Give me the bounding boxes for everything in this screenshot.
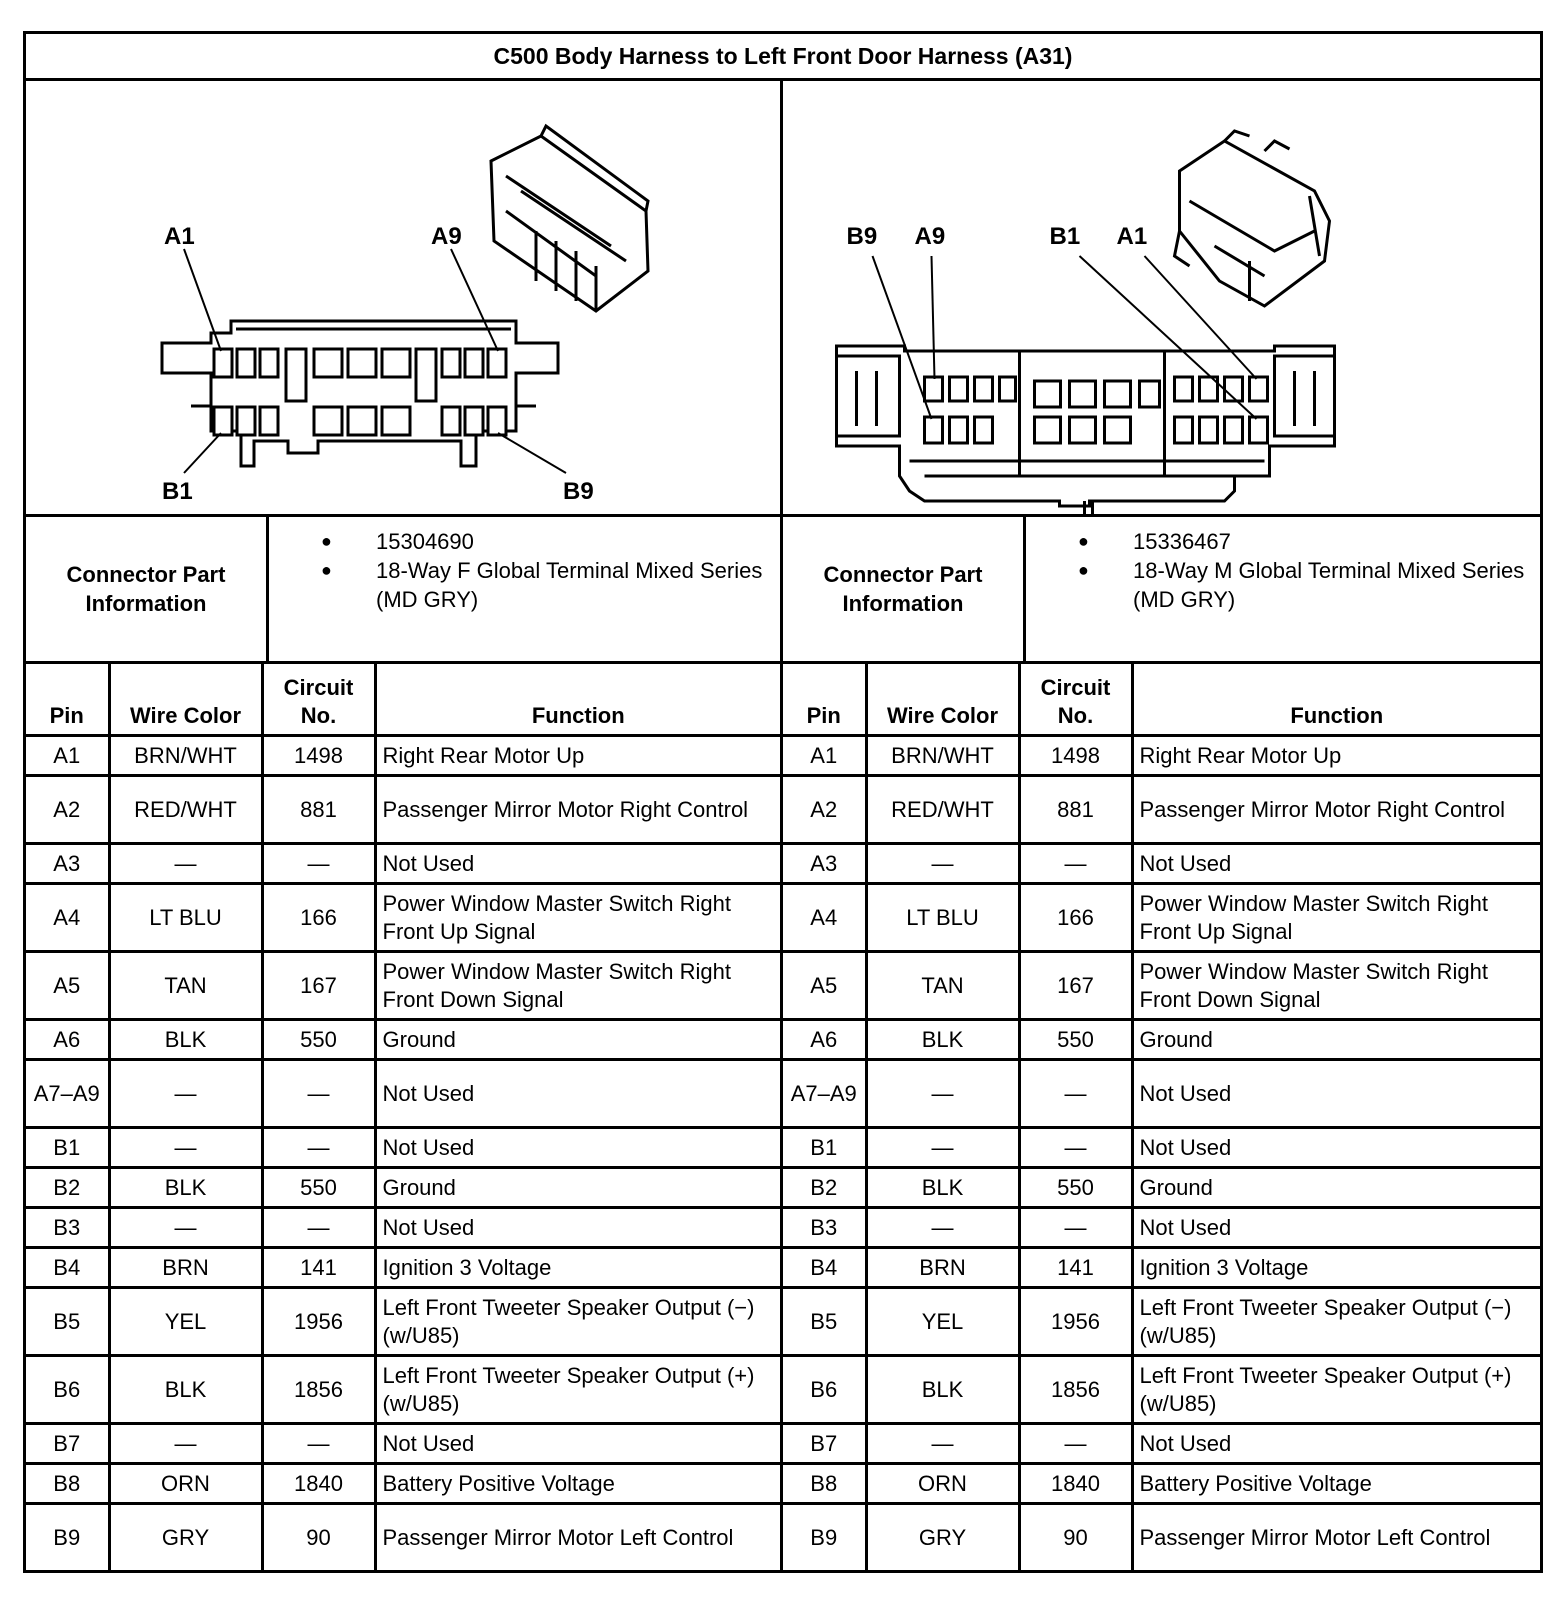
- function-cell: Left Front Tweeter Speaker Output (−) (w/U85): [1132, 1288, 1540, 1356]
- function-cell: Ignition 3 Voltage: [375, 1248, 782, 1288]
- right-pin-label-a9: A9: [914, 223, 946, 250]
- circuit-cell: —: [1019, 844, 1132, 884]
- pin-cell: B8: [26, 1464, 109, 1504]
- bullet-icon: ●: [1078, 560, 1089, 580]
- table-row: [783, 1020, 1540, 1060]
- left-pin-label-b9: B9: [563, 478, 594, 505]
- circuit-cell: 550: [1019, 1168, 1132, 1208]
- function-cell: Ground: [1132, 1168, 1540, 1208]
- column-header-wire-color: Wire Color: [866, 664, 1019, 736]
- circuit-cell: 550: [262, 1020, 375, 1060]
- pin-cell: B6: [783, 1356, 866, 1424]
- right-connector-diagram: [783, 81, 1540, 514]
- column-header-circuit: Circuit No.: [262, 664, 375, 736]
- function-cell: Not Used: [375, 1208, 782, 1248]
- column-header-wire-color: Wire Color: [109, 664, 262, 736]
- bullet-icon: ●: [1078, 531, 1089, 551]
- pin-cell: A2: [783, 776, 866, 844]
- circuit-cell: 1498: [262, 736, 375, 776]
- circuit-cell: 167: [1019, 952, 1132, 1020]
- circuit-cell: 1956: [262, 1288, 375, 1356]
- circuit-cell: 881: [262, 776, 375, 844]
- pin-cell: A5: [783, 952, 866, 1020]
- wire-color-cell: —: [866, 1060, 1019, 1128]
- pin-cell: A1: [26, 736, 109, 776]
- right-pin-label-a1: A1: [1116, 223, 1148, 250]
- table-row: [783, 1248, 1540, 1288]
- function-cell: Ground: [1132, 1020, 1540, 1060]
- table-row: [26, 1060, 782, 1128]
- left-pin-label-b1: B1: [162, 478, 193, 505]
- circuit-cell: 141: [1019, 1248, 1132, 1288]
- pin-cell: B7: [26, 1424, 109, 1464]
- table-row: [26, 1128, 782, 1168]
- table-row: [26, 1504, 782, 1571]
- table-row: [26, 776, 782, 844]
- left-connector-diagram: [26, 81, 783, 514]
- circuit-cell: 550: [262, 1168, 375, 1208]
- function-cell: Not Used: [1132, 1128, 1540, 1168]
- left-connector-drawing: [26, 81, 780, 514]
- circuit-cell: —: [262, 844, 375, 884]
- function-cell: Not Used: [1132, 1060, 1540, 1128]
- table-row: [783, 844, 1540, 884]
- wire-color-cell: LT BLU: [109, 884, 262, 952]
- function-cell: Power Window Master Switch Right Front Down Signal: [1132, 952, 1540, 1020]
- left-info-list: [269, 517, 780, 661]
- function-cell: Power Window Master Switch Right Front Down Signal: [375, 952, 782, 1020]
- pin-cell: B5: [783, 1288, 866, 1356]
- wire-color-cell: ORN: [109, 1464, 262, 1504]
- circuit-cell: 1856: [1019, 1356, 1132, 1424]
- table-row: [783, 1288, 1540, 1356]
- function-cell: Ignition 3 Voltage: [1132, 1248, 1540, 1288]
- right-part-number: 15336467: [1133, 529, 1231, 554]
- function-cell: Ground: [375, 1168, 782, 1208]
- wire-color-cell: BLK: [866, 1168, 1019, 1208]
- table-row: [26, 1464, 782, 1504]
- wire-color-cell: LT BLU: [866, 884, 1019, 952]
- wire-color-cell: RED/WHT: [866, 776, 1019, 844]
- wire-color-cell: —: [109, 844, 262, 884]
- pin-cell: A3: [783, 844, 866, 884]
- circuit-cell: 166: [1019, 884, 1132, 952]
- pin-cell: B9: [783, 1504, 866, 1571]
- wire-color-cell: BLK: [866, 1020, 1019, 1060]
- table-row: [26, 884, 782, 952]
- pin-cell: A2: [26, 776, 109, 844]
- wire-color-cell: YEL: [866, 1288, 1019, 1356]
- pin-cell: A4: [26, 884, 109, 952]
- function-cell: Right Rear Motor Up: [1132, 736, 1540, 776]
- circuit-cell: 881: [1019, 776, 1132, 844]
- pin-cell: B3: [783, 1208, 866, 1248]
- circuit-cell: 90: [262, 1504, 375, 1571]
- function-cell: Not Used: [1132, 1424, 1540, 1464]
- table-row: [26, 1248, 782, 1288]
- pin-cell: A7–A9: [26, 1060, 109, 1128]
- pin-cell: B6: [26, 1356, 109, 1424]
- circuit-cell: 166: [262, 884, 375, 952]
- function-cell: Not Used: [375, 1424, 782, 1464]
- left-info-label: Connector Part Information: [26, 517, 269, 661]
- left-connector-3d-icon: [491, 126, 648, 311]
- wire-color-cell: ORN: [866, 1464, 1019, 1504]
- function-cell: Not Used: [375, 1060, 782, 1128]
- function-cell: Right Rear Motor Up: [375, 736, 782, 776]
- wire-color-cell: —: [866, 1208, 1019, 1248]
- function-cell: Not Used: [1132, 844, 1540, 884]
- table-row: [26, 736, 782, 776]
- pin-cell: A5: [26, 952, 109, 1020]
- right-connector-info: [783, 517, 1540, 661]
- right-info-item: [1078, 527, 1540, 556]
- circuit-cell: 90: [1019, 1504, 1132, 1571]
- table-row: [783, 1168, 1540, 1208]
- pin-cell: B1: [783, 1128, 866, 1168]
- wire-color-cell: —: [866, 844, 1019, 884]
- wire-color-cell: BLK: [866, 1356, 1019, 1424]
- column-header-circuit: Circuit No.: [1019, 664, 1132, 736]
- wire-color-cell: BLK: [109, 1356, 262, 1424]
- wire-color-cell: BLK: [109, 1020, 262, 1060]
- pin-cell: A6: [783, 1020, 866, 1060]
- function-cell: Not Used: [1132, 1208, 1540, 1248]
- table-row: [26, 844, 782, 884]
- wire-color-cell: —: [109, 1060, 262, 1128]
- pin-cell: B8: [783, 1464, 866, 1504]
- function-cell: Left Front Tweeter Speaker Output (+) (w/U85): [1132, 1356, 1540, 1424]
- circuit-cell: 1498: [1019, 736, 1132, 776]
- table-row: [26, 1020, 782, 1060]
- circuit-cell: —: [262, 1208, 375, 1248]
- connector-info-row: [26, 517, 1540, 664]
- function-cell: Not Used: [375, 844, 782, 884]
- left-part-number: 15304690: [376, 529, 474, 554]
- pin-cell: B1: [26, 1128, 109, 1168]
- pin-cell: B4: [783, 1248, 866, 1288]
- circuit-cell: 1956: [1019, 1288, 1132, 1356]
- table-row: [783, 1128, 1540, 1168]
- left-pin-label-a9: A9: [431, 223, 462, 250]
- table-row: [783, 1208, 1540, 1248]
- wire-color-cell: BRN/WHT: [109, 736, 262, 776]
- circuit-cell: —: [1019, 1060, 1132, 1128]
- left-info-item: [321, 527, 780, 556]
- function-cell: Ground: [375, 1020, 782, 1060]
- pin-cell: B5: [26, 1288, 109, 1356]
- circuit-cell: 1840: [262, 1464, 375, 1504]
- function-cell: Passenger Mirror Motor Right Control: [1132, 776, 1540, 844]
- function-cell: Left Front Tweeter Speaker Output (+) (w/U85): [375, 1356, 782, 1424]
- right-info-item: [1078, 556, 1540, 614]
- wire-color-cell: —: [866, 1128, 1019, 1168]
- circuit-cell: —: [262, 1060, 375, 1128]
- connector-diagrams: [26, 81, 1540, 517]
- left-pin-label-a1: A1: [164, 223, 195, 250]
- table-row: [783, 776, 1540, 844]
- circuit-cell: —: [1019, 1424, 1132, 1464]
- column-header-pin: Pin: [783, 664, 866, 736]
- table-row: [26, 1168, 782, 1208]
- right-info-list: [1026, 517, 1540, 661]
- table-row: [783, 736, 1540, 776]
- function-cell: Battery Positive Voltage: [375, 1464, 782, 1504]
- right-connector-3d-icon: [1175, 131, 1330, 306]
- wire-color-cell: BRN: [866, 1248, 1019, 1288]
- function-cell: Battery Positive Voltage: [1132, 1464, 1540, 1504]
- circuit-cell: —: [1019, 1128, 1132, 1168]
- pin-cell: A6: [26, 1020, 109, 1060]
- right-pin-label-b9: B9: [846, 223, 878, 250]
- function-cell: Passenger Mirror Motor Left Control: [382, 1524, 734, 1550]
- column-header-function: Function: [1132, 664, 1540, 736]
- wire-color-cell: GRY: [109, 1504, 262, 1571]
- circuit-cell: —: [262, 1424, 375, 1464]
- wire-color-cell: RED/WHT: [109, 776, 262, 844]
- table-row: [783, 884, 1540, 952]
- pinout-tables: [26, 664, 1540, 1570]
- table-row: [26, 1288, 782, 1356]
- right-info-label: Connector Part Information: [783, 517, 1026, 661]
- function-cell: Power Window Master Switch Right Front Up Signal: [1132, 884, 1540, 952]
- table-row: [26, 1208, 782, 1248]
- wire-color-cell: —: [109, 1424, 262, 1464]
- function-cell: Passenger Mirror Motor Right Control: [375, 776, 782, 844]
- wire-color-cell: —: [109, 1208, 262, 1248]
- wire-color-cell: BRN/WHT: [866, 736, 1019, 776]
- right-part-description: 18-Way M Global Terminal Mixed Series (MD GRY): [1133, 558, 1525, 612]
- table-row: [783, 1504, 1540, 1571]
- table-row: [26, 1424, 782, 1464]
- pin-cell: A3: [26, 844, 109, 884]
- pin-cell: B2: [26, 1168, 109, 1208]
- pin-cell: A7–A9: [783, 1060, 866, 1128]
- function-cell: Left Front Tweeter Speaker Output (−) (w/U85): [375, 1288, 782, 1356]
- circuit-cell: 167: [262, 952, 375, 1020]
- pin-cell: B3: [26, 1208, 109, 1248]
- table-row: [783, 1356, 1540, 1424]
- circuit-cell: 1840: [1019, 1464, 1132, 1504]
- table-row: [783, 1424, 1540, 1464]
- function-cell: Not Used: [375, 1128, 782, 1168]
- column-header-function: Function: [375, 664, 782, 736]
- wire-color-cell: BRN: [109, 1248, 262, 1288]
- table-row: [26, 952, 782, 1020]
- pin-cell: B7: [783, 1424, 866, 1464]
- wire-color-cell: TAN: [109, 952, 262, 1020]
- circuit-cell: 1856: [262, 1356, 375, 1424]
- left-info-item: [321, 556, 780, 614]
- page-title: C500 Body Harness to Left Front Door Harness (A31): [26, 34, 1540, 81]
- circuit-cell: 550: [1019, 1020, 1132, 1060]
- table-row: [783, 1464, 1540, 1504]
- circuit-cell: —: [1019, 1208, 1132, 1248]
- table-row: [783, 1060, 1540, 1128]
- wire-color-cell: YEL: [109, 1288, 262, 1356]
- wire-color-cell: TAN: [866, 952, 1019, 1020]
- pin-cell: B2: [783, 1168, 866, 1208]
- column-header-pin: Pin: [26, 664, 109, 736]
- pin-cell: B4: [26, 1248, 109, 1288]
- wire-color-cell: —: [866, 1424, 1019, 1464]
- circuit-cell: —: [262, 1128, 375, 1168]
- pin-cell: A4: [783, 884, 866, 952]
- left-pinout-table: [26, 664, 783, 1570]
- right-pinout-table: [783, 664, 1540, 1570]
- table-row: [783, 952, 1540, 1020]
- connector-sheet: [23, 31, 1543, 1573]
- wire-color-cell: —: [109, 1128, 262, 1168]
- bullet-icon: ●: [321, 531, 332, 551]
- wire-color-cell: BLK: [109, 1168, 262, 1208]
- wire-color-cell: GRY: [866, 1504, 1019, 1571]
- table-row: [26, 1356, 782, 1424]
- function-cell: Power Window Master Switch Right Front Up Signal: [375, 884, 782, 952]
- pin-cell: B9: [26, 1504, 109, 1571]
- circuit-cell: 141: [262, 1248, 375, 1288]
- pin-cell: A1: [783, 736, 866, 776]
- function-cell: Passenger Mirror Motor Left Control: [1139, 1524, 1491, 1550]
- left-connector-info: [26, 517, 783, 661]
- bullet-icon: ●: [321, 560, 332, 580]
- right-connector-drawing: [783, 81, 1540, 514]
- right-pin-label-b1: B1: [1049, 223, 1081, 250]
- left-part-description: 18-Way F Global Terminal Mixed Series (MD GRY): [376, 558, 763, 612]
